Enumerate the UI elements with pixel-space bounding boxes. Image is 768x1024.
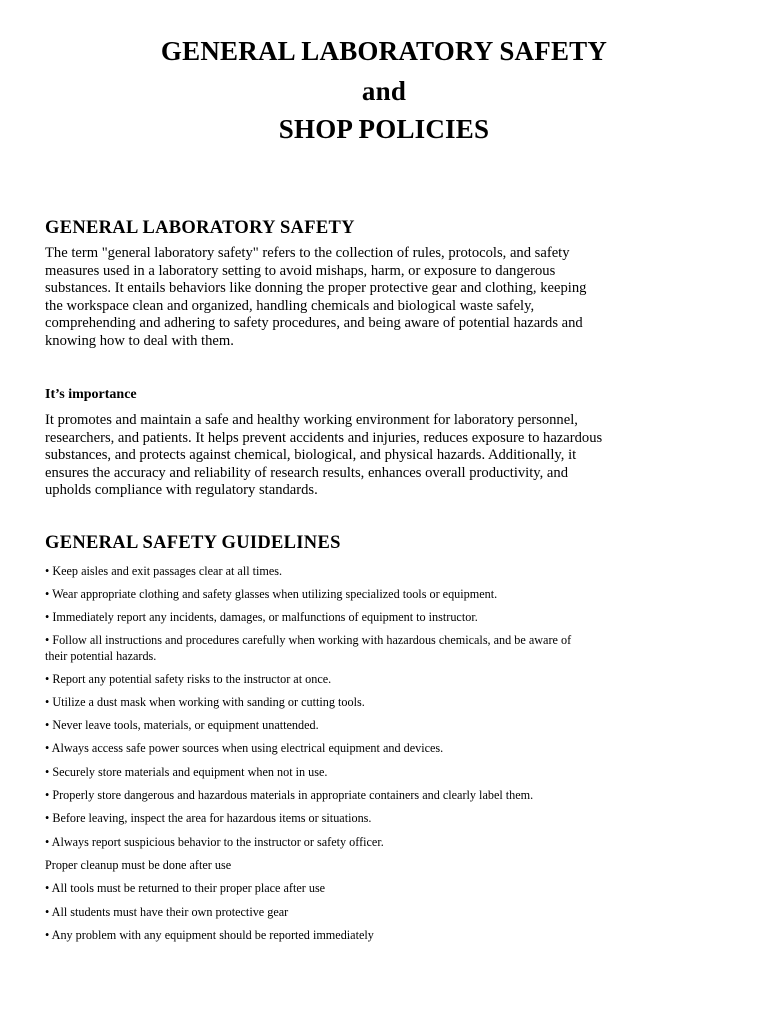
section-heading-general-safety-guidelines: GENERAL SAFETY GUIDELINES [45,533,341,553]
paragraph-line: knowing how to deal with them. [45,332,234,349]
document-title-line-2: and [361,76,407,106]
list-item: • Immediately report any incidents, damages, or malfunctions of equipment to instructor. [45,610,478,624]
list-item: • All tools must be returned to their proper place after use [45,881,326,895]
section-heading-importance: It’s importance [45,387,137,402]
list-item: • Wear appropriate clothing and safety glasses when utilizing specialized tools or equipment. [45,587,498,601]
importance-paragraph [45,412,725,500]
paragraph-line: substances. It entails behaviors like donning the proper protective gear and clothing, keeping [45,280,587,297]
list-item: • Keep aisles and exit passages clear at all times. [45,564,283,578]
list-item: • Follow all instructions and procedures carefully when working with hazardous chemicals, and be aware of [45,633,572,647]
list-item: their potential hazards. [45,649,157,663]
paragraph-line: The term "general laboratory safety" refers to the collection of rules, protocols, and safety [45,245,570,261]
list-item: • Before leaving, inspect the area for hazardous items or situations. [45,811,372,825]
document-title-line-3: SHOP POLICIES [278,114,490,144]
section-heading-general-laboratory-safety: GENERAL LABORATORY SAFETY [45,218,355,238]
paragraph-line: measures used in a laboratory setting to avoid mishaps, harm, or exposure to dangerous [45,262,556,279]
list-item: • Properly store dangerous and hazardous materials in appropriate containers and clearly label them. [45,788,534,802]
paragraph-line: upholds compliance with regulatory standards. [45,482,318,499]
list-item: • Any problem with any equipment should be reported immediately [45,928,374,942]
paragraph-line: the workspace clean and organized, handling chemicals and biological waste safely, [45,297,535,314]
list-item: Proper cleanup must be done after use [45,858,232,872]
paragraph-line: comprehending and adhering to safety procedures, and being aware of potential hazards and [45,315,583,332]
general-safety-paragraph [45,245,725,351]
paragraph-line: It promotes and maintain a safe and healthy working environment for laboratory personnel, [45,412,578,428]
paragraph-line: researchers, and patients. It helps prevent accidents and injuries, reduces exposure to hazardous [45,429,603,446]
list-item: • Utilize a dust mask when working with sanding or cutting tools. [45,695,365,709]
paragraph-line: substances, and protects against chemical, biological, and physical hazards. Additionally, it [45,447,577,464]
list-item: • Report any potential safety risks to the instructor at once. [45,672,332,686]
list-item: • Always report suspicious behavior to the instructor or safety officer. [45,835,384,849]
list-item: • Never leave tools, materials, or equipment unattended. [45,718,319,732]
list-item: • Always access safe power sources when using electrical equipment and devices. [45,741,444,755]
list-item: • Securely store materials and equipment when not in use. [45,765,328,779]
list-item: • All students must have their own protective gear [45,905,289,919]
document-title-line-1: GENERAL LABORATORY SAFETY [160,36,608,66]
paragraph-line: ensures the accuracy and reliability of research results, enhances overall productivity, and [45,464,568,481]
